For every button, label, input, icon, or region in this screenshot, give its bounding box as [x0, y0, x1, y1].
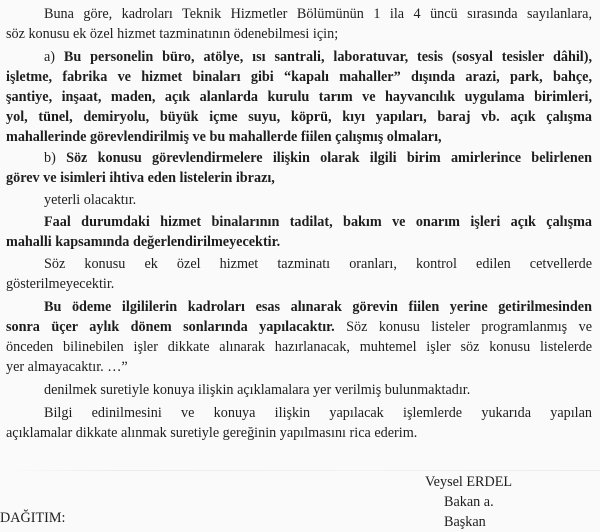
signature-on-behalf: Bakan a.	[444, 494, 494, 510]
paragraph-intro-line-2: söz konusu ek özel hizmet tazminatının ödenebilmesi için;	[6, 26, 339, 42]
faal-line-2: mahalli kapsamında değerlendirilmeyecektir.	[6, 234, 281, 250]
item-b-line-1	[44, 148, 592, 168]
item-a-line-5: mahallerinde görevlendirilmiş ve bu mahallerde fiilen çalışmış olmaları,	[6, 129, 442, 145]
bu-line-1: Bu ödeme ilgililerin kadroları esas alınarak görevin fiilen yerine getirilmesinden	[44, 299, 592, 315]
bu-line-2-rest: Söz konusu listeler programlanmış ve	[334, 319, 592, 335]
bu-line-2	[6, 317, 592, 337]
item-b-prefix: b)	[44, 150, 67, 166]
denilmek-line: denilmek suretiyle konuya ilişkin açıklamalara yer verilmiş bulunmaktadır.	[44, 382, 471, 398]
faal-line-1: Faal durumdaki hizmet binalarının tadilat, bakım ve onarım işleri açık çalışma	[44, 214, 592, 230]
bilgi-line-2: açıklamalar dikkate alınmak suretiyle gereğinin yapılmasını rica ederim.	[6, 425, 418, 441]
signature-title: Başkan	[444, 514, 486, 530]
text: Buna göre, kadroları Teknik Hizmetler Bölümünün 1 ila 4 üncü sırasında sayılanlara,	[44, 6, 592, 22]
item-a-text: Bu personelin büro, atölye, ısı santrali, laboratuvar, tesis (sosyal tesisler dâhil),	[63, 49, 593, 65]
bu-line-2-bold: sonra üçer aylık dönem sonlarında yapılacaktır.	[6, 319, 335, 335]
item-a-line-4: yol, tünel, demiryolu, büyük içme suyu, köprü, kıyı yapıları, baraj vb. açık çalışma	[6, 109, 592, 125]
paper-fold-line	[0, 470, 600, 471]
item-b-text: Söz konusu görevlendirmelere ilişkin olarak ilgili birim amirlerince belirlenen	[66, 150, 592, 166]
distribution-label: DAĞITIM:	[0, 510, 66, 526]
signature-name: Veysel ERDEL	[425, 474, 513, 490]
item-a-line-2: işletme, fabrika ve hizmet binaları gibi “kapalı mahaller” dışında arazi, park, bahçe,	[6, 69, 592, 85]
bilgi-line-1: Bilgi edinilmesini ve konuya ilişkin yapılacak işlemlerde yukarıda yapılan	[44, 405, 592, 421]
paragraph-intro-line-1	[44, 4, 592, 24]
bu-line-4: yer almayacaktır. …”	[6, 359, 128, 375]
yeterli-line: yeterli olacaktır.	[44, 192, 137, 208]
soz-line-2: gösterilmeyecektir.	[6, 276, 115, 292]
item-a-line-1	[44, 47, 592, 67]
item-a-prefix: a)	[44, 49, 64, 65]
item-a-line-3: şantiye, inşaat, maden, açık alanlarda kurulu tarım ve hayvancılık uygulama birimleri,	[6, 89, 592, 105]
soz-line-1: Söz konusu ek özel hizmet tazminatı oranları, kontrol edilen cetvellerde	[44, 256, 592, 272]
bu-line-3: önceden bilinebilen işler dikkate alınarak hazırlanacak, muhtemel işler söz konusu listelerde	[6, 339, 592, 355]
item-b-line-2: görev ve isimleri ihtiva eden listelerin ibrazı,	[6, 170, 275, 186]
